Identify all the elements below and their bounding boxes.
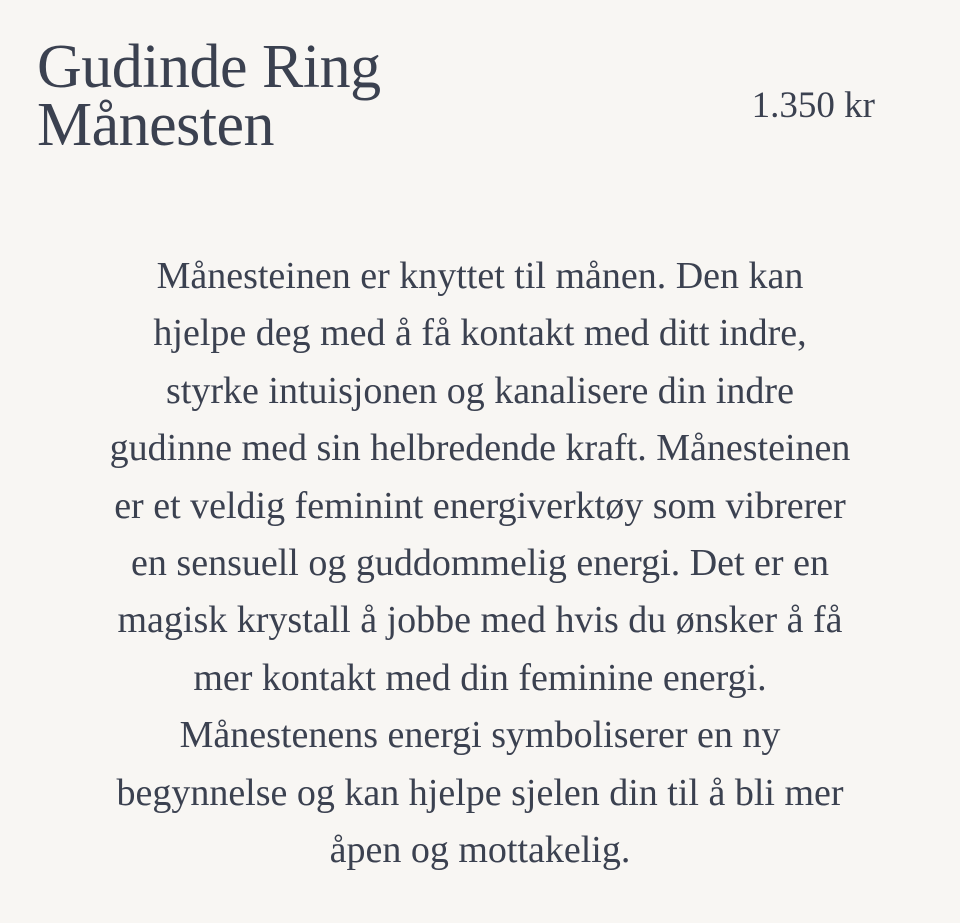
description-line: Månesteinen er knyttet til månen. Den kan — [156, 255, 804, 297]
product-price: 1.350 kr — [751, 85, 875, 126]
description-line: hjelpe deg med å få kontakt med ditt indre, — [153, 312, 807, 355]
product-title-line-1: Gudinde Ring — [37, 33, 381, 101]
description-line: en sensuell og guddommelig energi. Det er en — [131, 542, 829, 585]
description-line: magisk krystall å jobbe med hvis du ønsker å få — [117, 599, 843, 642]
product-title-line-2: Månesten — [37, 91, 275, 159]
product-header — [37, 33, 923, 168]
product-description — [30, 248, 930, 879]
description-line: begynnelse og kan hjelpe sjelen din til å bli mer — [116, 771, 844, 814]
description-line: styrke intuisjonen og kanalisere din indre — [166, 369, 794, 412]
description-line: mer kontakt med din feminine energi. — [193, 656, 767, 699]
description-line: åpen og mottakelig. — [329, 829, 631, 872]
description-line: Månestenens energi symboliserer en ny — [179, 714, 781, 757]
product-title — [37, 33, 557, 159]
description-line: gudinne med sin helbredende kraft. Månesteinen — [109, 427, 851, 470]
description-line: er et veldig feminint energiverktøy som vibrerer — [114, 484, 846, 527]
